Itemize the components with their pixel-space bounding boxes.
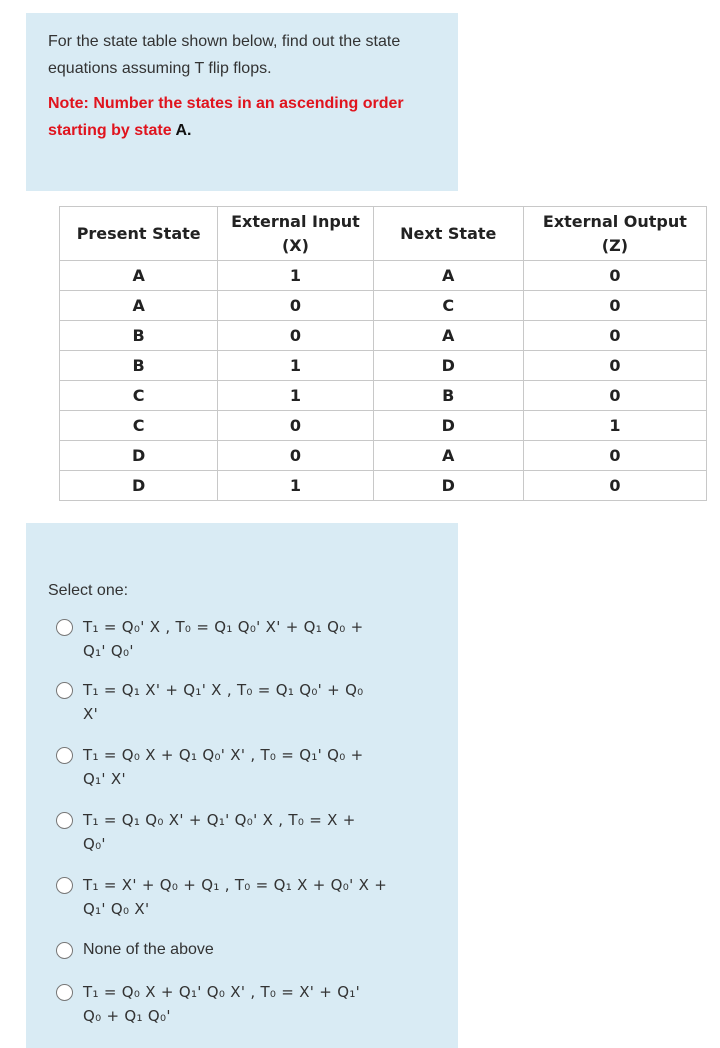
table-row: B 0 A 0 xyxy=(60,321,707,351)
radio-button[interactable] xyxy=(56,812,73,829)
header-present-state: Present State xyxy=(60,207,218,261)
table-row: D 1 D 0 xyxy=(60,471,707,501)
answer-option-7[interactable] xyxy=(56,980,436,1028)
radio-button[interactable] xyxy=(56,747,73,764)
header-external-input: External Input (X) xyxy=(218,207,373,261)
answer-option-3[interactable] xyxy=(56,743,436,791)
question-text: For the state table shown below, find out the state equations assuming T flip flops. xyxy=(48,33,401,77)
table-row: C 1 B 0 xyxy=(60,381,707,411)
radio-button[interactable] xyxy=(56,682,73,699)
question-note xyxy=(48,90,428,144)
option-text: T₁ = Q₁ X' + Q₁' X , T₀ = Q₁ Q₀' + Q₀ X' xyxy=(83,681,364,723)
answer-option-5[interactable] xyxy=(56,873,436,921)
table-header-row xyxy=(60,207,707,261)
answer-option-4[interactable] xyxy=(56,808,436,856)
select-one-label: Select one: xyxy=(48,582,129,599)
radio-button[interactable] xyxy=(56,619,73,636)
table-row: A 1 A 0 xyxy=(60,261,707,291)
table-row: A 0 C 0 xyxy=(60,291,707,321)
state-table xyxy=(59,206,707,501)
option-text: T₁ = Q₀ X + Q₁' Q₀ X' , T₀ = X' + Q₁' Q₀ + Q₁ Q₀' xyxy=(83,983,361,1025)
answer-option-2[interactable] xyxy=(56,678,436,726)
option-text: T₁ = Q₀ X + Q₁ Q₀' X' , T₀ = Q₁' Q₀ + Q₁' X' xyxy=(83,746,364,788)
note-state: A xyxy=(175,122,187,139)
option-text: T₁ = Q₁ Q₀ X' + Q₁' Q₀' X , T₀ = X + Q₀' xyxy=(83,811,356,853)
note-end: . xyxy=(187,122,192,139)
answer-option-1[interactable] xyxy=(56,615,436,663)
header-external-output: External Output (Z) xyxy=(523,207,706,261)
option-text: None of the above xyxy=(83,941,214,958)
radio-button[interactable] xyxy=(56,984,73,1001)
radio-button[interactable] xyxy=(56,877,73,894)
option-text: T₁ = X' + Q₀ + Q₁ , T₀ = Q₁ X + Q₀' X + Q₁' Q₀ X' xyxy=(83,876,388,918)
radio-button[interactable] xyxy=(56,942,73,959)
header-next-state: Next State xyxy=(373,207,523,261)
table-row: D 0 A 0 xyxy=(60,441,707,471)
option-text: T₁ = Q₀' X , T₀ = Q₁ Q₀' X' + Q₁ Q₀ + Q₁' Q₀' xyxy=(83,618,364,660)
table-row: B 1 D 0 xyxy=(60,351,707,381)
answer-option-6[interactable] xyxy=(56,938,436,962)
table-row: C 0 D 1 xyxy=(60,411,707,441)
note-text: Note: Number the states in an ascending order starting by state xyxy=(48,95,404,139)
